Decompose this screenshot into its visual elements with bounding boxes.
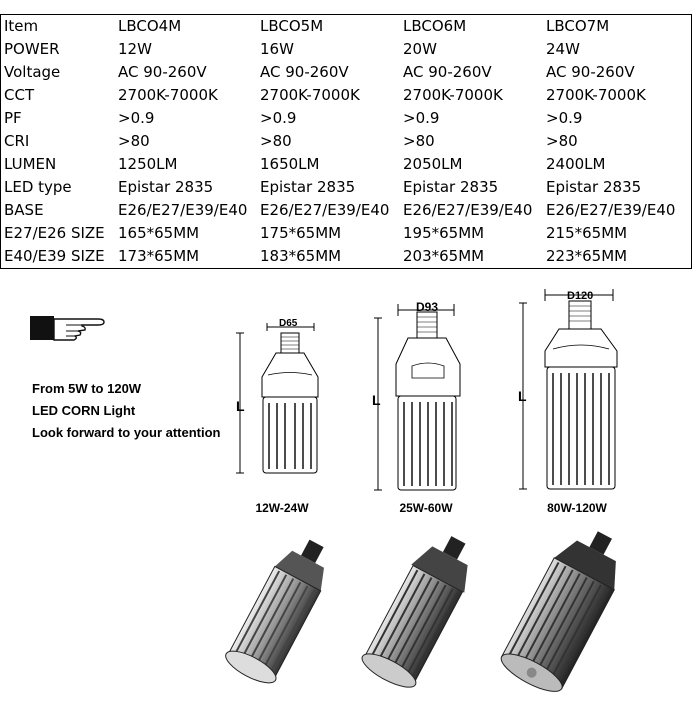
small-length-label: L xyxy=(236,398,245,414)
spec-row xyxy=(1,38,691,61)
large-diameter-label: D120 xyxy=(567,290,594,302)
medium-bulb-drawing xyxy=(368,290,468,500)
small-bulb-illustration xyxy=(225,530,335,690)
spec-row xyxy=(1,107,691,130)
promo-line-3: Look forward to your attention xyxy=(32,425,221,440)
spec-cell: 16W xyxy=(260,40,294,58)
spec-cell: 12W xyxy=(118,40,152,58)
medium-caption: 25W-60W xyxy=(399,501,453,515)
spec-cell: >80 xyxy=(546,132,578,150)
spec-row xyxy=(1,15,691,38)
spec-cell: E26/E27/E39/E40 xyxy=(403,201,533,219)
spec-cell: Epistar 2835 xyxy=(403,178,499,196)
spec-cell: 2400LM xyxy=(546,155,606,173)
medium-diameter-label: D93 xyxy=(416,300,439,314)
spec-table xyxy=(0,14,692,269)
spec-cell: >80 xyxy=(118,132,150,150)
spec-cell: >0.9 xyxy=(118,109,155,127)
spec-cell: Epistar 2835 xyxy=(260,178,356,196)
spec-cell: LBCO5M xyxy=(260,17,324,35)
spec-row-label: LED type xyxy=(4,178,72,196)
spec-cell: E26/E27/E39/E40 xyxy=(260,201,390,219)
small-bulb-drawing xyxy=(230,315,330,490)
spec-row-label: CRI xyxy=(4,132,30,150)
spec-row-label: PF xyxy=(4,109,22,127)
spec-cell: Epistar 2835 xyxy=(546,178,642,196)
spec-cell: >0.9 xyxy=(260,109,297,127)
spec-row-label: LUMEN xyxy=(4,155,57,173)
spec-row-label: E40/E39 SIZE xyxy=(4,247,105,265)
spec-cell: 1650LM xyxy=(260,155,320,173)
spec-cell: 20W xyxy=(403,40,437,58)
pointing-hand-icon xyxy=(30,310,110,346)
spec-cell: AC 90-260V xyxy=(260,63,349,81)
small-caption: 12W-24W xyxy=(255,501,309,515)
spec-cell: 195*65MM xyxy=(403,224,485,242)
spec-cell: LBCO4M xyxy=(118,17,182,35)
spec-cell: 175*65MM xyxy=(260,224,342,242)
spec-row xyxy=(1,61,691,84)
large-bulb-illustration xyxy=(505,525,625,695)
promo-line-1: From 5W to 120W xyxy=(32,381,142,396)
spec-cell: 2700K-7000K xyxy=(118,86,218,104)
spec-row xyxy=(1,130,691,153)
large-caption: 80W-120W xyxy=(547,501,607,515)
spec-cell: 223*65MM xyxy=(546,247,628,265)
spec-row-label: Item xyxy=(4,17,39,35)
large-bulb-drawing xyxy=(515,285,625,500)
spec-row-label: E27/E26 SIZE xyxy=(4,224,105,242)
spec-cell: 2700K-7000K xyxy=(403,86,503,104)
spec-cell: AC 90-260V xyxy=(118,63,207,81)
spec-cell: 183*65MM xyxy=(260,247,342,265)
spec-cell: >0.9 xyxy=(403,109,440,127)
medium-bulb-illustration xyxy=(365,528,475,693)
spec-cell: 2700K-7000K xyxy=(546,86,646,104)
spec-cell: 215*65MM xyxy=(546,224,628,242)
promo-line-2: LED CORN Light xyxy=(32,403,136,418)
spec-row-label: Voltage xyxy=(4,63,61,81)
spec-cell: 24W xyxy=(546,40,580,58)
large-length-label: L xyxy=(518,388,527,404)
spec-cell: E26/E27/E39/E40 xyxy=(546,201,676,219)
spec-row xyxy=(1,176,691,199)
spec-row xyxy=(1,199,691,222)
spec-cell: 2700K-7000K xyxy=(260,86,360,104)
spec-cell: >0.9 xyxy=(546,109,583,127)
spec-cell: 173*65MM xyxy=(118,247,200,265)
spec-row xyxy=(1,222,691,245)
spec-cell: AC 90-260V xyxy=(546,63,635,81)
spec-cell: LBCO6M xyxy=(403,17,467,35)
spec-row-label: POWER xyxy=(4,40,60,58)
spec-row-label: BASE xyxy=(4,201,44,219)
spec-cell: >80 xyxy=(403,132,435,150)
spec-cell: 2050LM xyxy=(403,155,463,173)
spec-cell: 1250LM xyxy=(118,155,178,173)
spec-cell: >80 xyxy=(260,132,292,150)
spec-cell: AC 90-260V xyxy=(403,63,492,81)
spec-cell: E26/E27/E39/E40 xyxy=(118,201,248,219)
spec-cell: Epistar 2835 xyxy=(118,178,214,196)
small-diameter-label: D65 xyxy=(279,318,298,329)
promo-text xyxy=(32,378,221,444)
spec-row xyxy=(1,153,691,176)
medium-length-label: L xyxy=(372,392,381,408)
spec-cell: 165*65MM xyxy=(118,224,200,242)
spec-cell: LBCO7M xyxy=(546,17,610,35)
spec-row xyxy=(1,245,691,268)
spec-row xyxy=(1,84,691,107)
spec-cell: 203*65MM xyxy=(403,247,485,265)
spec-row-label: CCT xyxy=(4,86,35,104)
